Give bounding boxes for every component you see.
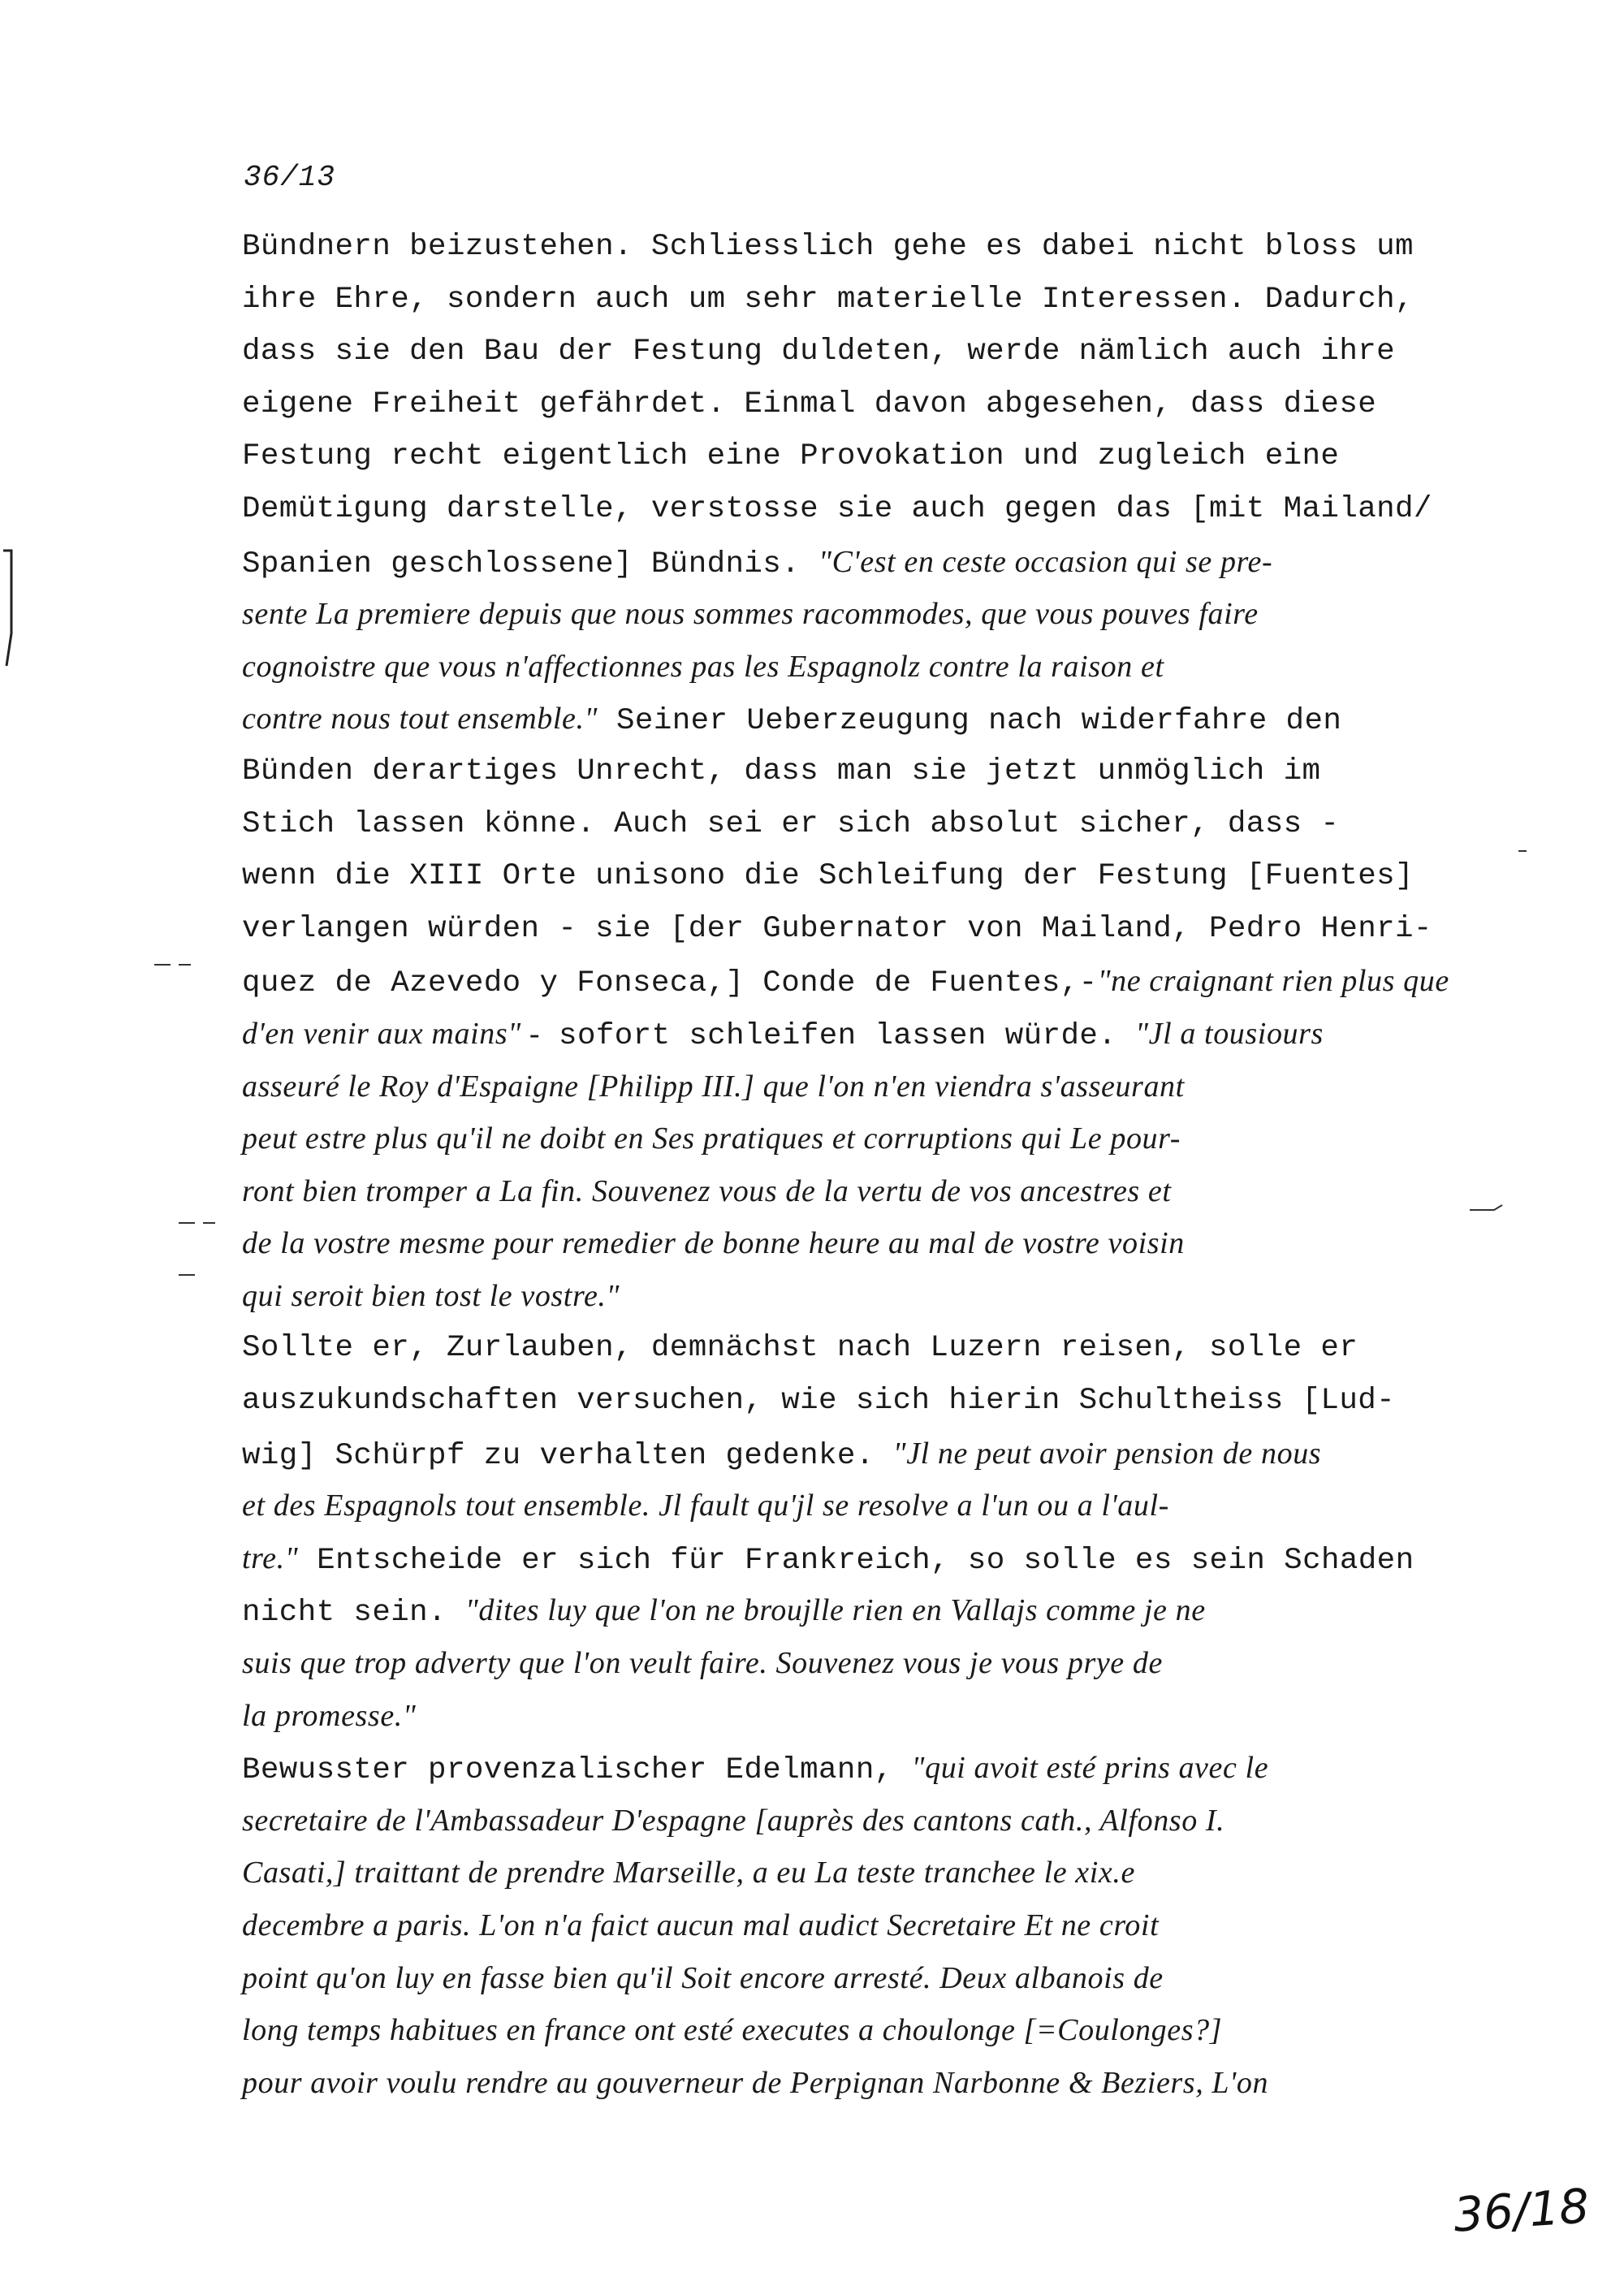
text-line: [242, 1428, 1509, 1480]
text-line: [242, 536, 1509, 589]
body-text-segment: Seiner Ueberzeugung nach widerfahre den: [598, 704, 1342, 739]
quoted-french-text: de la vostre mesme pour remedier de bonne heure au mal de vostre voisin: [242, 1226, 1185, 1261]
text-line: [242, 903, 1509, 956]
text-line: [242, 430, 1509, 483]
body-text-segment: Demütigung darstelle, verstosse sie auch gegen das [mit Mailand/: [242, 491, 1432, 526]
body-text-segment: Festung recht eigentlich eine Provokation und zugleich eine: [242, 439, 1340, 474]
text-line: [242, 1270, 1509, 1323]
body-text-segment: Spanien geschlossene] Bündnis.: [242, 547, 819, 581]
text-line: [242, 1480, 1509, 1532]
quoted-french-text: "Jl ne peut avoir pension de nous: [892, 1436, 1322, 1471]
quoted-french-text: Casati,] traittant de prendre Marseille, a eu La teste tranchee le xix.e: [242, 1856, 1135, 1890]
body-text-segment: Bewusster provenzalischer Edelmann,: [242, 1753, 912, 1788]
quoted-french-text: "dites luy que l'on ne broujlle rien en Vallajs comme je ne: [464, 1593, 1206, 1628]
text-line: [242, 798, 1509, 851]
text-line: [242, 1637, 1509, 1690]
quoted-french-text: peut estre plus qu'il ne doibt en Ses pratiques et corruptions qui Le pour-: [242, 1121, 1181, 1156]
quoted-french-text: long temps habitues en france ont esté executes a choulonge [=Coulonges?]: [242, 2013, 1223, 2048]
text-line: [242, 1113, 1509, 1165]
body-text-segment: wig] Schürpf zu verhalten gedenke.: [242, 1438, 893, 1473]
quoted-french-text: qui seroit bien tost le vostre.": [242, 1278, 620, 1313]
text-line: [242, 588, 1509, 641]
margin-bracket-mark: [0, 544, 24, 674]
text-line: [242, 693, 1509, 745]
body-text-segment: auszukundschaften versuchen, wie sich hierin Schultheiss [Lud-: [242, 1384, 1396, 1419]
text-line: [242, 221, 1509, 274]
text-line: [242, 2057, 1509, 2110]
text-line: [242, 1061, 1509, 1113]
text-line: [242, 1165, 1509, 1218]
text-line: [242, 483, 1509, 536]
quoted-french-text: decembre a paris. L'on n'a faict aucun mal audict Secretaire Et ne croit: [242, 1908, 1160, 1942]
text-line: [242, 745, 1509, 798]
text-line: [242, 274, 1509, 326]
text-line: [242, 641, 1509, 693]
text-line: [242, 955, 1509, 1008]
text-line: [242, 1952, 1509, 2005]
quoted-french-text: ront bien tromper a La fin. Souvenez vous de la vertu de vos ancestres et: [242, 1173, 1172, 1208]
text-line: [242, 1532, 1509, 1585]
quoted-french-text: la promesse.": [242, 1698, 417, 1733]
quoted-french-text: d'en venir aux mains" -: [242, 1016, 541, 1051]
body-text-segment: quez de Azevedo y Fonseca,] Conde de Fuentes,-: [242, 966, 1098, 1001]
text-line: [242, 1899, 1509, 1952]
text-line: [242, 1008, 1509, 1061]
text-line: [242, 1795, 1509, 1847]
body-text-segment: nicht sein.: [242, 1596, 465, 1631]
body-text-segment: sofort schleifen lassen würde.: [540, 1018, 1136, 1053]
page-number: 36/13: [244, 161, 336, 194]
text-line: [242, 1322, 1509, 1375]
text-line: [242, 1742, 1509, 1795]
right-margin-marks: [1462, 845, 1535, 1226]
text-line: [242, 326, 1509, 378]
quoted-french-text: asseuré le Roy d'Espaigne [Philipp III.] que l'on n'en viendra s'asseurant: [242, 1069, 1185, 1104]
quoted-french-text: tre.": [242, 1540, 299, 1575]
text-line: [242, 1217, 1509, 1270]
quoted-french-text: "Jl a tousiours: [1135, 1016, 1324, 1051]
quoted-french-text: secretaire de l'Ambassadeur D'espagne [auprès des cantons cath., Alfonso I.: [242, 1803, 1225, 1838]
margin-dash-marks: [146, 958, 244, 1316]
body-text-segment: Bünden derartiges Unrecht, dass man sie jetzt unmöglich im: [242, 754, 1321, 789]
quoted-french-text: et des Espagnols tout ensemble. Jl fault qu'jl se resolve a l'un ou a l'aul-: [242, 1488, 1169, 1523]
body-text-segment: verlangen würden - sie [der Gubernator von Mailand, Pedro Henri-: [242, 911, 1432, 946]
quoted-french-text: pour avoir voulu rendre au gouverneur de Perpignan Narbonne & Beziers, L'on: [242, 2065, 1269, 2100]
quoted-french-text: sente La premiere depuis que nous sommes racommodes, que vous pouves faire: [242, 597, 1259, 632]
quoted-french-text: "qui avoit esté prins avec le: [911, 1751, 1269, 1786]
text-line: [242, 1375, 1509, 1428]
body-text-segment: Stich lassen könne. Auch sei er sich absolut sicher, dass -: [242, 806, 1340, 841]
body-text-segment: wenn die XIII Orte unisono die Schleifung der Festung [Fuentes]: [242, 859, 1414, 894]
body-text: [242, 221, 1509, 2109]
text-line: [242, 1690, 1509, 1743]
quoted-french-text: cognoistre que vous n'affectionnes pas les Espagnolz contre la raison et: [242, 649, 1164, 684]
quoted-french-text: contre nous tout ensemble.": [242, 702, 598, 737]
body-text-segment: eigene Freiheit gefährdet. Einmal davon abgesehen, dass diese: [242, 387, 1377, 421]
body-text-segment: Entscheide er sich für Frankreich, so solle es sein Schaden: [298, 1543, 1415, 1578]
archive-stamp: 36/18: [1451, 2178, 1592, 2243]
quoted-french-text: "ne craignant rien plus que: [1097, 964, 1449, 999]
text-line: [242, 1847, 1509, 1899]
quoted-french-text: suis que trop adverty que l'on veult faire. Souvenez vous je vous prye de: [242, 1646, 1163, 1681]
body-text-segment: dass sie den Bau der Festung duldeten, werde nämlich auch ihre: [242, 335, 1396, 369]
quoted-french-text: "C'est en ceste occasion qui se pre-: [818, 544, 1273, 579]
text-line: [242, 378, 1509, 431]
quoted-french-text: point qu'on luy en fasse bien qu'il Soit encore arresté. Deux albanois de: [242, 1960, 1164, 1995]
body-text-segment: Sollte er, Zurlauben, demnächst nach Luzern reisen, solle er: [242, 1331, 1358, 1366]
body-text-segment: Bündnern beizustehen. Schliesslich gehe es dabei nicht bloss um: [242, 230, 1414, 264]
text-line: [242, 1584, 1509, 1637]
text-line: [242, 2004, 1509, 2057]
text-line: [242, 850, 1509, 903]
body-text-segment: ihre Ehre, sondern auch um sehr materielle Interessen. Dadurch,: [242, 282, 1414, 317]
